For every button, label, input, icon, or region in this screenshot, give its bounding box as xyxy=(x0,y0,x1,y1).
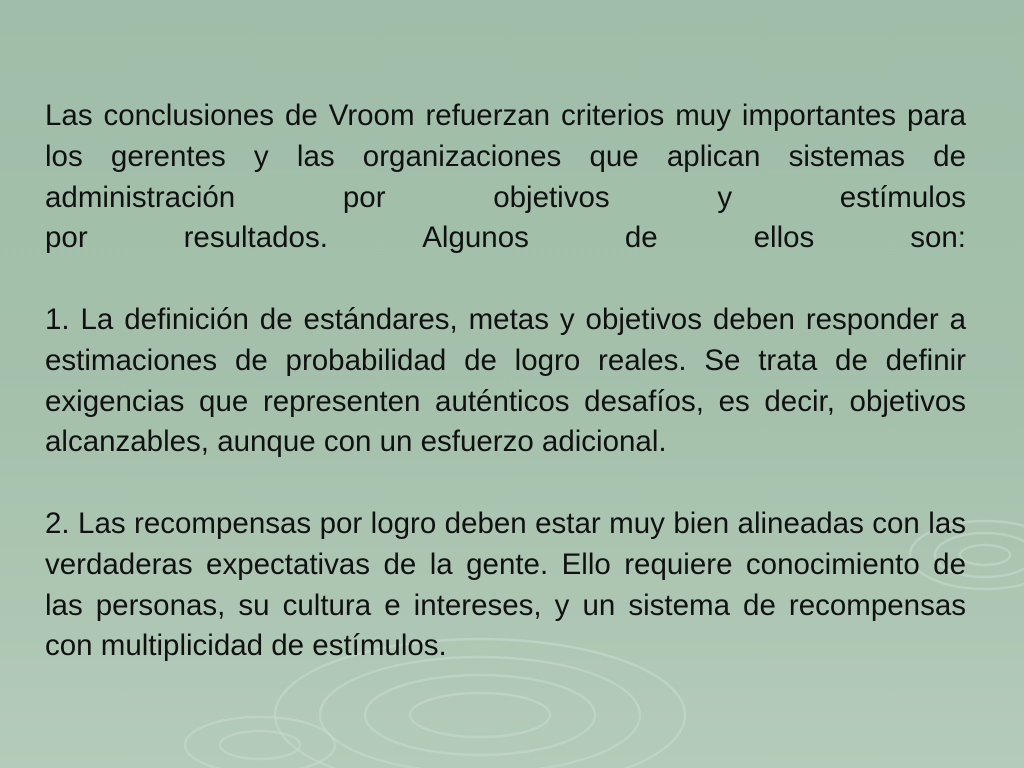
point-2-paragraph: 2. Las recompensas por logro deben estar muy bien alineadas con las verdaderas expectativas de la gente. Ello requiere conocimiento de las personas, su cultura e intereses, y un sistema de recompensas con multiplicidad de estímulos. xyxy=(45,506,966,663)
intro-text: Las conclusiones de Vroom refuerzan criterios muy importantes para los gerentes y las organizaciones que aplican sistemas de administración por objetivos y estímulos xyxy=(45,99,966,214)
paragraph-gap xyxy=(45,463,966,504)
intro-last-line: por resultados. Algunos de ellos son: xyxy=(45,221,966,255)
slide-body xyxy=(45,96,966,667)
point-1-paragraph: 1. La definición de estándares, metas y objetivos deben responder a estimaciones de probabilidad de logro reales. Se trata de definir exigencias que representen auténticos desafíos, es decir, objetivos alcanzables, aunque con un esfuerzo adicional. xyxy=(45,302,966,459)
intro-paragraph xyxy=(45,96,966,259)
paragraph-gap xyxy=(45,259,966,300)
